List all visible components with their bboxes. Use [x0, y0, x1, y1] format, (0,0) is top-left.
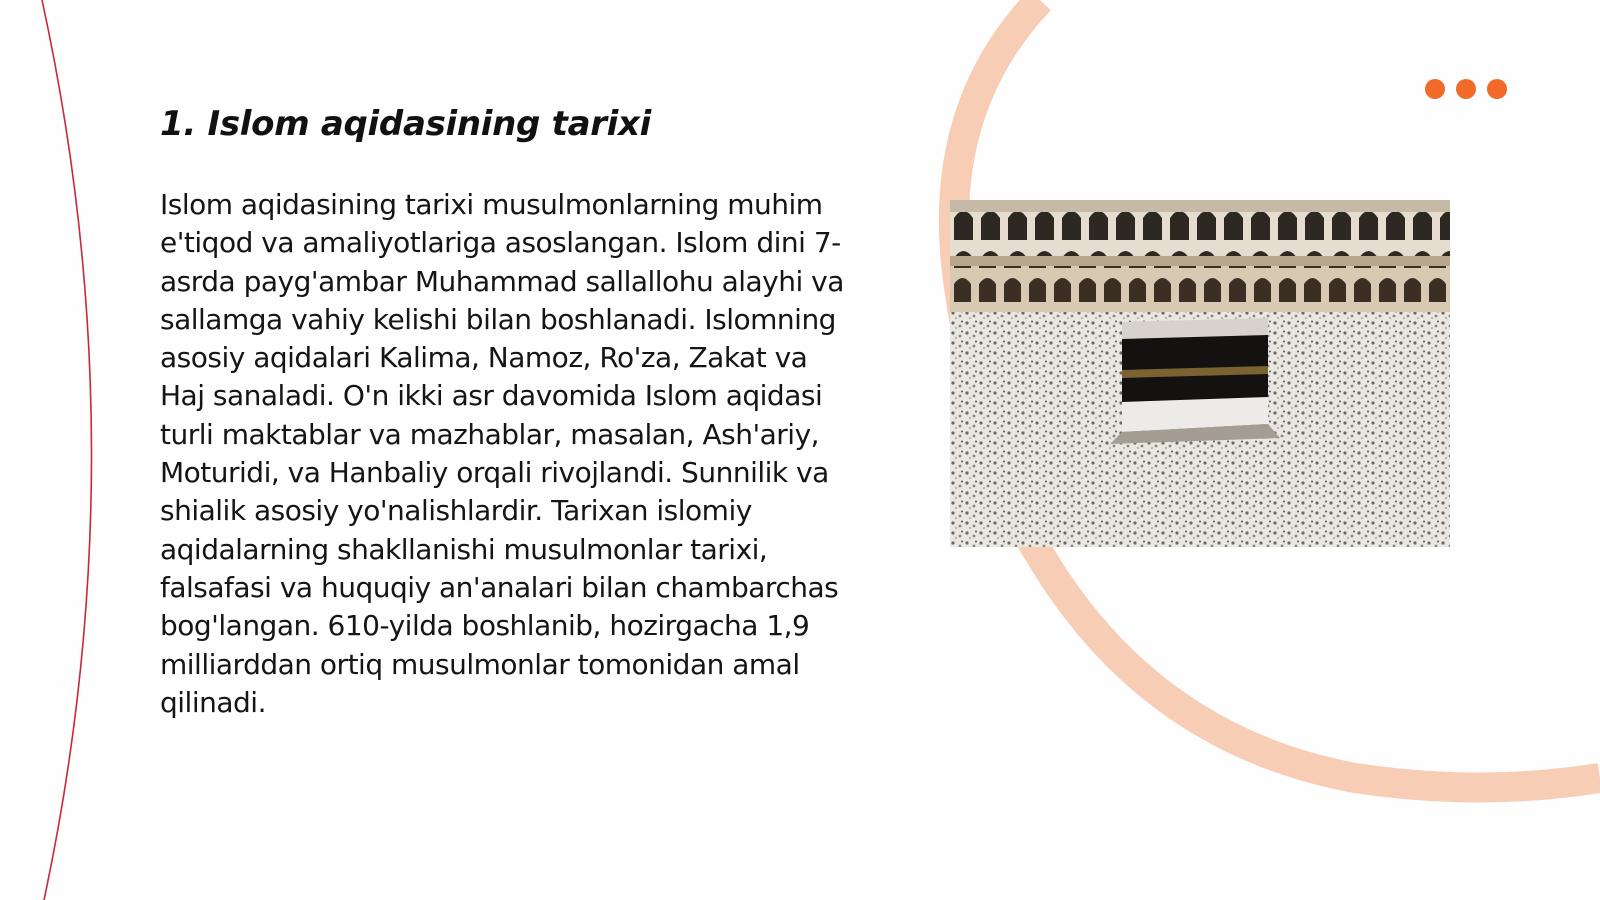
- slide-title: 1. Islom aqidasining tarixi: [160, 104, 652, 144]
- three-dots-icon[interactable]: [1425, 79, 1507, 99]
- left-curve-line: [42, 0, 92, 900]
- dot-icon: [1425, 79, 1445, 99]
- dot-icon: [1456, 79, 1476, 99]
- slide-body-text: Islom aqidasining tarixi musulmonlarning muhim e'tiqod va amaliyotlariga asoslangan. Islom dini 7-asrda payg'ambar Muhammad sallallohu alayhi va sallamga vahiy kelishi bilan boshlanadi. Islomning asosiy aqidalari Kalima, Namoz, Ro'za, Zakat va Haj sanaladi. O'n ikki asr davomida Islom aqidasi turli maktablar va mazhablar, masalan, Ash'ariy, Moturidi, va Hanbaliy orqali rivojlandi. Sunnilik va shialik asosiy yo'nalishlardir. Tarixan islomiy aqidalarning shakllanishi musulmonlar tarixi, falsafasi va huquqiy an'analari bilan chambarchas bog'langan. 610-yilda boshlanib, hozirgacha 1,9 milliarddan ortiq musulmonlar tomonidan amal qilinadi.: [160, 188, 844, 719]
- kaaba-photo: [950, 200, 1450, 547]
- dot-icon: [1487, 79, 1507, 99]
